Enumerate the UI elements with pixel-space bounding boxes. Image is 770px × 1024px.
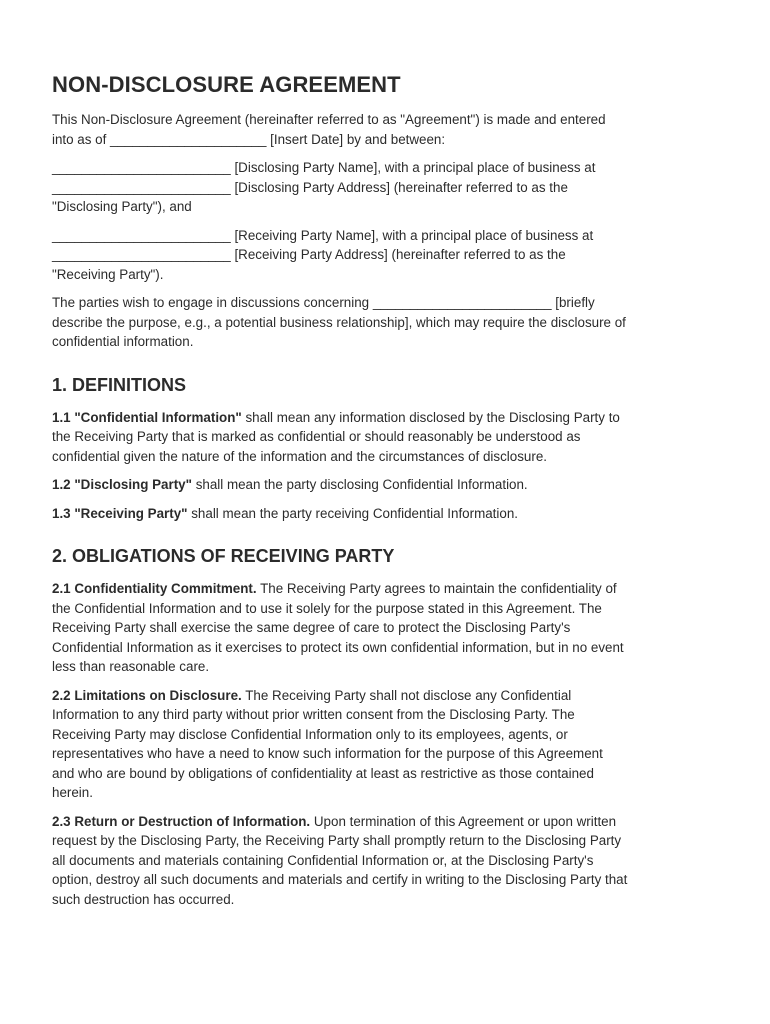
intro-line-1: This Non-Disclosure Agreement (hereinafter referred to as "Agreement") is made and entered <box>52 112 606 127</box>
document-title: NON-DISCLOSURE AGREEMENT <box>52 72 401 97</box>
clause-1-1-line-1: shall mean any information disclosed by the Disclosing Party to <box>241 409 620 425</box>
clause-2-1-line-3: Receiving Party shall exercise the same degree of care to protect the Disclosing Party's <box>52 620 571 635</box>
clause-1-2-text: shall mean the party disclosing Confidential Information. <box>191 477 528 492</box>
disclosing-party-paragraph <box>52 158 724 217</box>
clause-2-3-line-2: request by the Disclosing Party, the Receiving Party shall promptly return to the Disclosing Party <box>52 833 622 848</box>
clause-2-3-line-5: such destruction has occurred. <box>52 891 235 907</box>
clause-2-2 <box>52 686 724 803</box>
clause-2-3-line-4: option, destroy all such documents and materials and certify in writing to the Disclosing Party that <box>52 872 628 887</box>
disclosing-line-3: "Disclosing Party"), and <box>52 199 192 214</box>
clause-2-2-line-2: Information to any third party without prior written consent from the Disclosing Party. The <box>52 707 575 722</box>
clause-1-3-label: 1.3 "Receiving Party" <box>52 505 188 521</box>
clause-1-2-label: 1.2 "Disclosing Party" <box>52 477 192 492</box>
clause-1-1 <box>52 408 724 467</box>
clause-1-1-label: 1.1 "Confidential Information" <box>52 409 242 425</box>
receiving-line-2: ________________________ [Receiving Party Address] (hereinafter referred to as the <box>52 247 566 262</box>
purpose-line-3: confidential information. <box>52 334 194 349</box>
disclosing-line-1: ________________________ [Disclosing Party Name], with a principal place of business at <box>52 160 596 175</box>
clause-2-2-line-6: herein. <box>52 785 93 800</box>
receiving-line-1: ________________________ [Receiving Party Name], with a principal place of business at <box>52 227 594 243</box>
clause-1-3-text: shall mean the party receiving Confidential Information. <box>187 505 518 521</box>
clause-1-2 <box>52 475 724 495</box>
clause-2-1-label: 2.1 Confidentiality Commitment. <box>52 581 257 596</box>
intro-paragraph <box>52 110 724 149</box>
clause-2-2-line-4: representatives who have a need to know such information for the purpose of this Agreement <box>52 746 603 761</box>
document-page <box>52 72 724 918</box>
disclosing-line-2: ________________________ [Disclosing Party Address] (hereinafter referred to as the <box>52 179 568 195</box>
intro-line-2: into as of _____________________ [Insert Date] by and between: <box>52 131 446 147</box>
clause-2-3-line-3: all documents and materials containing Confidential Information or, at the Disclosing Party's <box>52 852 594 868</box>
clause-1-3 <box>52 504 724 524</box>
clause-2-2-label: 2.2 Limitations on Disclosure. <box>52 687 242 703</box>
clause-2-1-line-4: Confidential Information as it exercises to protect its own confidential information, but in no event <box>52 639 624 655</box>
clause-2-1-line-5: less than reasonable care. <box>52 659 210 674</box>
receiving-line-3: "Receiving Party"). <box>52 266 164 282</box>
clause-2-1-line-2: the Confidential Information and to use it solely for the purpose stated in this Agreement. The <box>52 600 602 616</box>
clause-2-3-line-1: Upon termination of this Agreement or upon written <box>310 813 617 829</box>
clause-2-3 <box>52 812 724 910</box>
clause-2-2-line-1: The Receiving Party shall not disclose any Confidential <box>241 687 572 703</box>
clause-1-1-line-3: confidential given the nature of the information and the circumstances of disclosure. <box>52 448 547 464</box>
purpose-paragraph <box>52 293 724 352</box>
clause-1-1-line-2: the Receiving Party that is marked as confidential or should reasonably be understood as <box>52 429 581 444</box>
clause-2-3-label: 2.3 Return or Destruction of Information. <box>52 813 311 829</box>
section-2-heading: 2. OBLIGATIONS OF RECEIVING PARTY <box>52 546 395 566</box>
clause-2-1-line-1: The Receiving Party agrees to maintain the confidentiality of <box>256 581 617 596</box>
clause-2-2-line-5: and who are bound by obligations of confidentiality at least as restrictive as those contained <box>52 765 594 781</box>
purpose-line-1: The parties wish to engage in discussions concerning ________________________ [briefly <box>52 295 595 310</box>
receiving-party-paragraph <box>52 226 724 285</box>
clause-2-1 <box>52 579 724 677</box>
section-1-heading: 1. DEFINITIONS <box>52 374 187 395</box>
clause-2-2-line-3: Receiving Party may disclose Confidential Information only to its employees, agents, or <box>52 726 568 742</box>
purpose-line-2: describe the purpose, e.g., a potential business relationship], which may require the disclosure of <box>52 314 626 330</box>
